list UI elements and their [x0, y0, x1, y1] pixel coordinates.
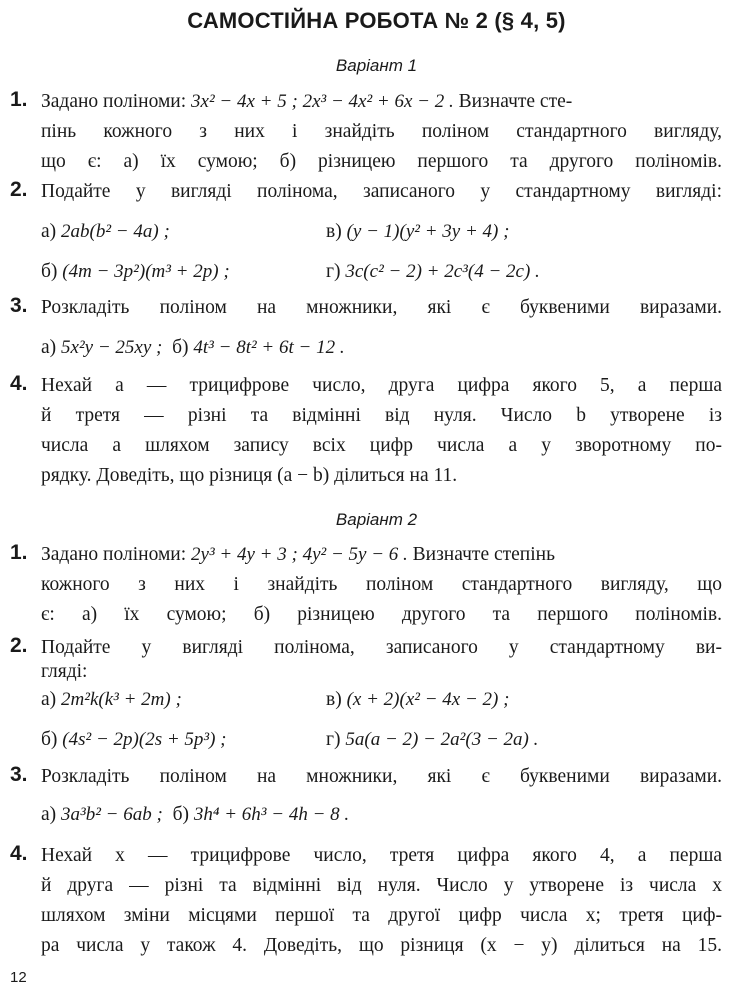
task-number: 2.	[10, 178, 28, 201]
variant-1-heading: Варіант 1	[335, 56, 418, 75]
math-expression: 5x²y − 25xy ;	[61, 337, 163, 358]
page-title: САМОСТІЙНА РОБОТА № 2 (§ 4, 5)	[187, 8, 566, 33]
subtask-label: в)	[326, 221, 342, 242]
task-text: Задано поліноми:	[41, 544, 187, 565]
task-line: пінь кожного з них і знайдіть поліном стандартного вигляду,	[41, 121, 722, 142]
task-line: що є: а) їх сумою; б) різницею першого та другого поліномів.	[41, 151, 722, 172]
subtask-v	[326, 686, 509, 714]
subtask-b	[41, 258, 230, 286]
task-number: 4.	[10, 372, 28, 395]
math-expression: 2y³ + 4y + 3 ; 4y² − 5y − 6 .	[191, 544, 408, 565]
subtask-label: б)	[172, 804, 189, 825]
subtask-label: а)	[41, 689, 57, 710]
task-text: Задано поліноми:	[41, 91, 187, 112]
task-line	[41, 541, 722, 569]
math-expression: (4m − 3p²)(m³ + 2p) ;	[62, 261, 230, 282]
task-number: 2.	[10, 634, 28, 657]
task-line: Розкладіть поліном на множники, які є буквеними виразами.	[41, 297, 722, 318]
subtask-label: г)	[326, 729, 341, 750]
subtask-label: г)	[326, 261, 341, 282]
math-expression: 3a³b² − 6ab ;	[61, 804, 163, 825]
task-line: Подайте у вигляді полінома, записаного у стандартному вигляді:	[41, 181, 722, 202]
math-expression: 3h⁴ + 6h³ − 4h − 8 .	[193, 804, 350, 825]
subtask-a	[41, 218, 170, 246]
task-line	[41, 88, 722, 116]
math-expression: (y − 1)(y² + 3y + 4) ;	[346, 221, 510, 242]
math-expression: (4s² − 2p)(2s + 5p³) ;	[62, 729, 227, 750]
subtask-a	[41, 686, 182, 714]
task-text: Визначте степінь	[412, 544, 555, 565]
math-expression: (x + 2)(x² − 4x − 2) ;	[346, 689, 510, 710]
variant-2-heading: Варіант 2	[335, 510, 418, 529]
task-line: є: а) їх сумою; б) різницею другого та першого поліномів.	[41, 604, 722, 625]
task-line: Подайте у вигляді полінома, записаного у стандартному ви-	[41, 637, 722, 658]
subtask-label: б)	[41, 261, 58, 282]
subtask-v	[326, 218, 509, 246]
subtask-label: в)	[326, 689, 342, 710]
subtask-a	[41, 801, 349, 829]
task-line: рядку. Доведіть, що різниця (a − b) ділиться на 11.	[41, 465, 458, 486]
math-expression: 3c(c² − 2) + 2c³(4 − 2c) .	[345, 261, 540, 282]
subtask-label: а)	[41, 221, 57, 242]
subtask-a	[41, 334, 345, 362]
subtask-label: б)	[172, 337, 189, 358]
task-line: кожного з них і знайдіть поліном стандартного вигляду, що	[41, 574, 722, 595]
task-line: гляді:	[41, 661, 88, 682]
task-text: Визначте сте-	[458, 91, 573, 112]
math-expression: 3x² − 4x + 5 ; 2x³ − 4x² + 6x − 2 .	[191, 91, 454, 112]
math-expression: 4t³ − 8t² + 6t − 12 .	[193, 337, 345, 358]
subtask-label: а)	[41, 337, 57, 358]
task-line: Нехай x — трицифрове число, третя цифра якого 4, а перша	[41, 845, 722, 866]
task-line: й друга — різні та відмінні від нуля. Число y утворене із числа x	[41, 875, 722, 896]
subtask-g	[326, 726, 538, 754]
task-line: шляхом зміни місцями першої та другої цифр числа x; третя циф-	[41, 905, 722, 926]
subtask-g	[326, 258, 540, 286]
math-expression: 5a(a − 2) − 2a²(3 − 2a) .	[345, 729, 539, 750]
subtask-b	[41, 726, 227, 754]
page-number: 12	[10, 969, 27, 986]
task-number: 4.	[10, 842, 28, 865]
task-line: ра числа y також 4. Доведіть, що різниця (x − y) ділиться на 15.	[41, 935, 722, 956]
task-line: й третя — різні та відмінні від нуля. Число b утворене із	[41, 405, 722, 426]
subtask-label: б)	[41, 729, 58, 750]
math-expression: 2ab(b² − 4a) ;	[61, 221, 170, 242]
task-line: числа a шляхом запису всіх цифр числа a у зворотному по-	[41, 435, 722, 456]
math-expression: 2m²k(k³ + 2m) ;	[61, 689, 182, 710]
task-number: 3.	[10, 763, 28, 786]
task-number: 1.	[10, 88, 28, 111]
task-line: Нехай a — трицифрове число, друга цифра якого 5, а перша	[41, 375, 722, 396]
task-number: 3.	[10, 294, 28, 317]
subtask-label: а)	[41, 804, 57, 825]
task-number: 1.	[10, 541, 28, 564]
task-line: Розкладіть поліном на множники, які є буквеними виразами.	[41, 766, 722, 787]
